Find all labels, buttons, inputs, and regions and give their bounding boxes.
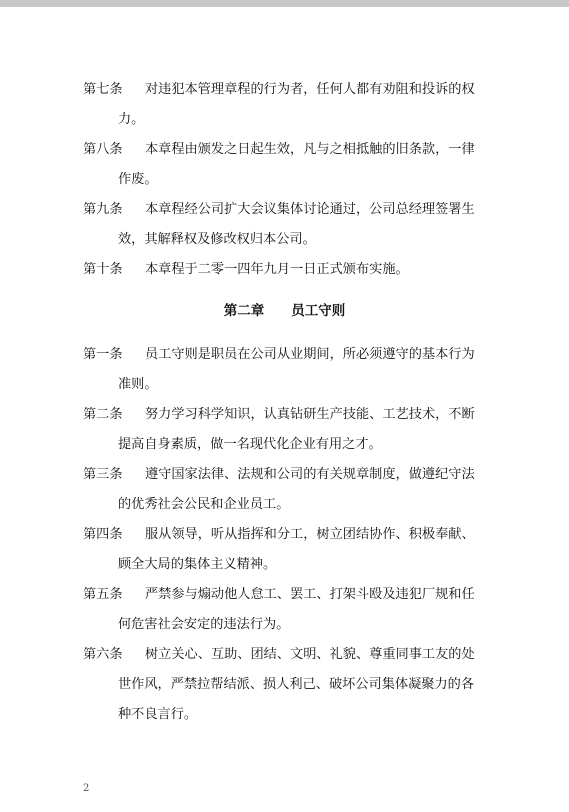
article-text-continued: 顾全大局的集体主义精神。 bbox=[118, 557, 277, 572]
rule-article-6 bbox=[83, 640, 483, 730]
article-text: 本章程经公司扩大会议集体讨论通过，公司总经理签署生 bbox=[145, 202, 475, 217]
article-text-continued: 效，其解释权及修改权归本公司。 bbox=[118, 232, 316, 247]
rule-article-4 bbox=[83, 520, 483, 580]
article-text-continued: 提高自身素质，做一名现代化企业有用之才。 bbox=[118, 437, 382, 452]
article-number: 第一条 bbox=[83, 347, 123, 362]
article-8 bbox=[83, 135, 483, 195]
article-number: 第三条 bbox=[83, 467, 123, 482]
article-text-continued: 世作风，严禁拉帮结派、损人利己、破坏公司集体凝聚力的各 bbox=[118, 677, 475, 692]
article-text-continued: 准则。 bbox=[118, 377, 158, 392]
article-text-continued: 何危害社会安定的违法行为。 bbox=[118, 617, 290, 632]
article-text: 服从领导，听从指挥和分工，树立团结协作、积极奉献、 bbox=[145, 527, 475, 542]
article-text-continued: 作废。 bbox=[118, 172, 158, 187]
article-number: 第九条 bbox=[83, 202, 123, 217]
article-text: 员工守则是职员在公司从业期间，所必须遵守的基本行为 bbox=[145, 347, 475, 362]
article-text: 本章程由颁发之日起生效，凡与之相抵触的旧条款，一律 bbox=[145, 142, 475, 157]
article-text: 严禁参与煽动他人怠工、罢工、打架斗殴及违犯厂规和任 bbox=[145, 587, 475, 602]
article-text: 遵守国家法律、法规和公司的有关规章制度，做遵纪守法 bbox=[145, 467, 475, 482]
article-number: 第四条 bbox=[83, 527, 123, 542]
article-text-continued: 力。 bbox=[118, 112, 145, 127]
article-number: 第六条 bbox=[83, 647, 123, 662]
article-10 bbox=[83, 255, 483, 285]
chapter-title: 第二章 员工守则 bbox=[223, 303, 346, 319]
rule-article-3 bbox=[83, 460, 483, 520]
article-9 bbox=[83, 195, 483, 255]
article-text: 本章程于二零一四年九月一日正式颁布实施。 bbox=[145, 262, 409, 277]
article-text: 努力学习科学知识，认真钻研生产技能、工艺技术，不断 bbox=[145, 407, 475, 422]
article-text-continued: 种不良言行。 bbox=[118, 707, 198, 722]
article-7 bbox=[83, 75, 483, 135]
article-number: 第八条 bbox=[83, 142, 123, 157]
article-text-continued: 的优秀社会公民和企业员工。 bbox=[118, 497, 290, 512]
rule-article-1 bbox=[83, 340, 483, 400]
rule-article-5 bbox=[83, 580, 483, 640]
article-number: 第五条 bbox=[83, 587, 123, 602]
page-number: 2 bbox=[83, 783, 90, 794]
article-number: 第七条 bbox=[83, 82, 123, 97]
article-text: 树立关心、互助、团结、文明、礼貌、尊重同事工友的处 bbox=[145, 647, 475, 662]
article-text: 对违犯本管理章程的行为者，任何人都有劝阻和投诉的权 bbox=[145, 82, 475, 97]
article-number: 第十条 bbox=[83, 262, 123, 277]
article-number: 第二条 bbox=[83, 407, 123, 422]
rule-article-2 bbox=[83, 400, 483, 460]
